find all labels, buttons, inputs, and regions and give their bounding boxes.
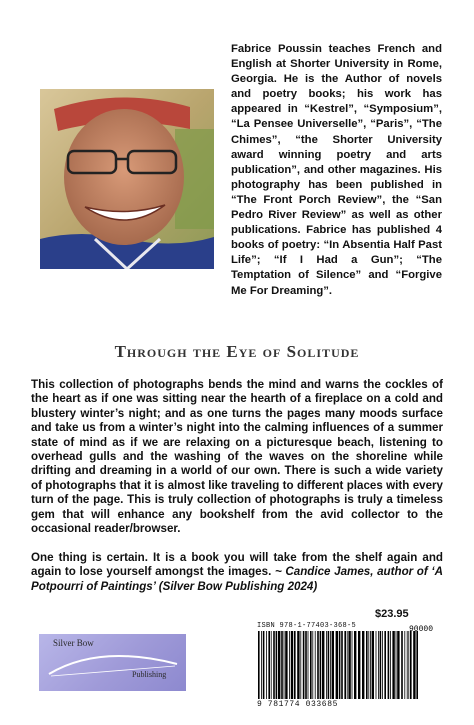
price: $23.95 (375, 608, 409, 620)
author-photo (40, 89, 214, 269)
logo-line2: Publishing (132, 670, 167, 679)
addon-code (409, 624, 434, 634)
logo-line1: Silver Bow (53, 638, 94, 648)
review-quote (31, 551, 443, 594)
barcode-digits: 9 781774 033685 (257, 700, 339, 709)
book-title: Through the Eye of Solitude (114, 342, 360, 361)
quote-attribution: ~ Candice James, author of ‘A Potpourri of Paintings’ (Silver Bow Publishing 2024) (31, 565, 443, 593)
author-bio: Fabrice Poussin teaches French and English at Shorter University in Rome, Georgia. He is the Author of novels and poetry books; his work has appeared in “Kestrel”, “Symposium”, “La Pensee Universelle”, “Paris”, “The Chimes”, “the Shorter University award winning poetry and arts publication”, and other magazines. His photography has been published in “The Front Porch Review”, the “San Pedro River Review” as well as other publications. Fabrice has published 4 books of poetry: “In Absentia Half Past Life”; “If I Had a Gun”; “The Temptation of Silence” and “Forgive Me For Dreaming”. (231, 43, 442, 297)
barcode-image (258, 631, 423, 701)
isbn-label: ISBN 978-1-77403-368-5 (257, 622, 357, 630)
silver-bow-logo (39, 634, 186, 691)
book-description: This collection of photographs bends the mind and warns the cockles of the heart as if one was sitting near the hearth of a fireplace on a cold and blustery winter’s night; and as one turns the pages many moods surface and take us from a winter’s night into the calming influences of a summer state of mind as if we are relaxing on a picturesque beach, listening to overhead gulls and the washing of the waves on the shoreline while drifting and dreaming in a world of our own. There is such a wide variety of photographs that it is almost like traveling to different places with every turn of the page. This is truly collection of photographs is truly a timeless gem that will enhance any bookshelf from the avid collector to the occasional reader/browser. (31, 378, 443, 536)
addon-code-text: 90000 (409, 625, 434, 634)
quote-text: One thing is certain. It is a book you will take from the shelf again and again to lose yourself amongst the images. (31, 551, 443, 579)
